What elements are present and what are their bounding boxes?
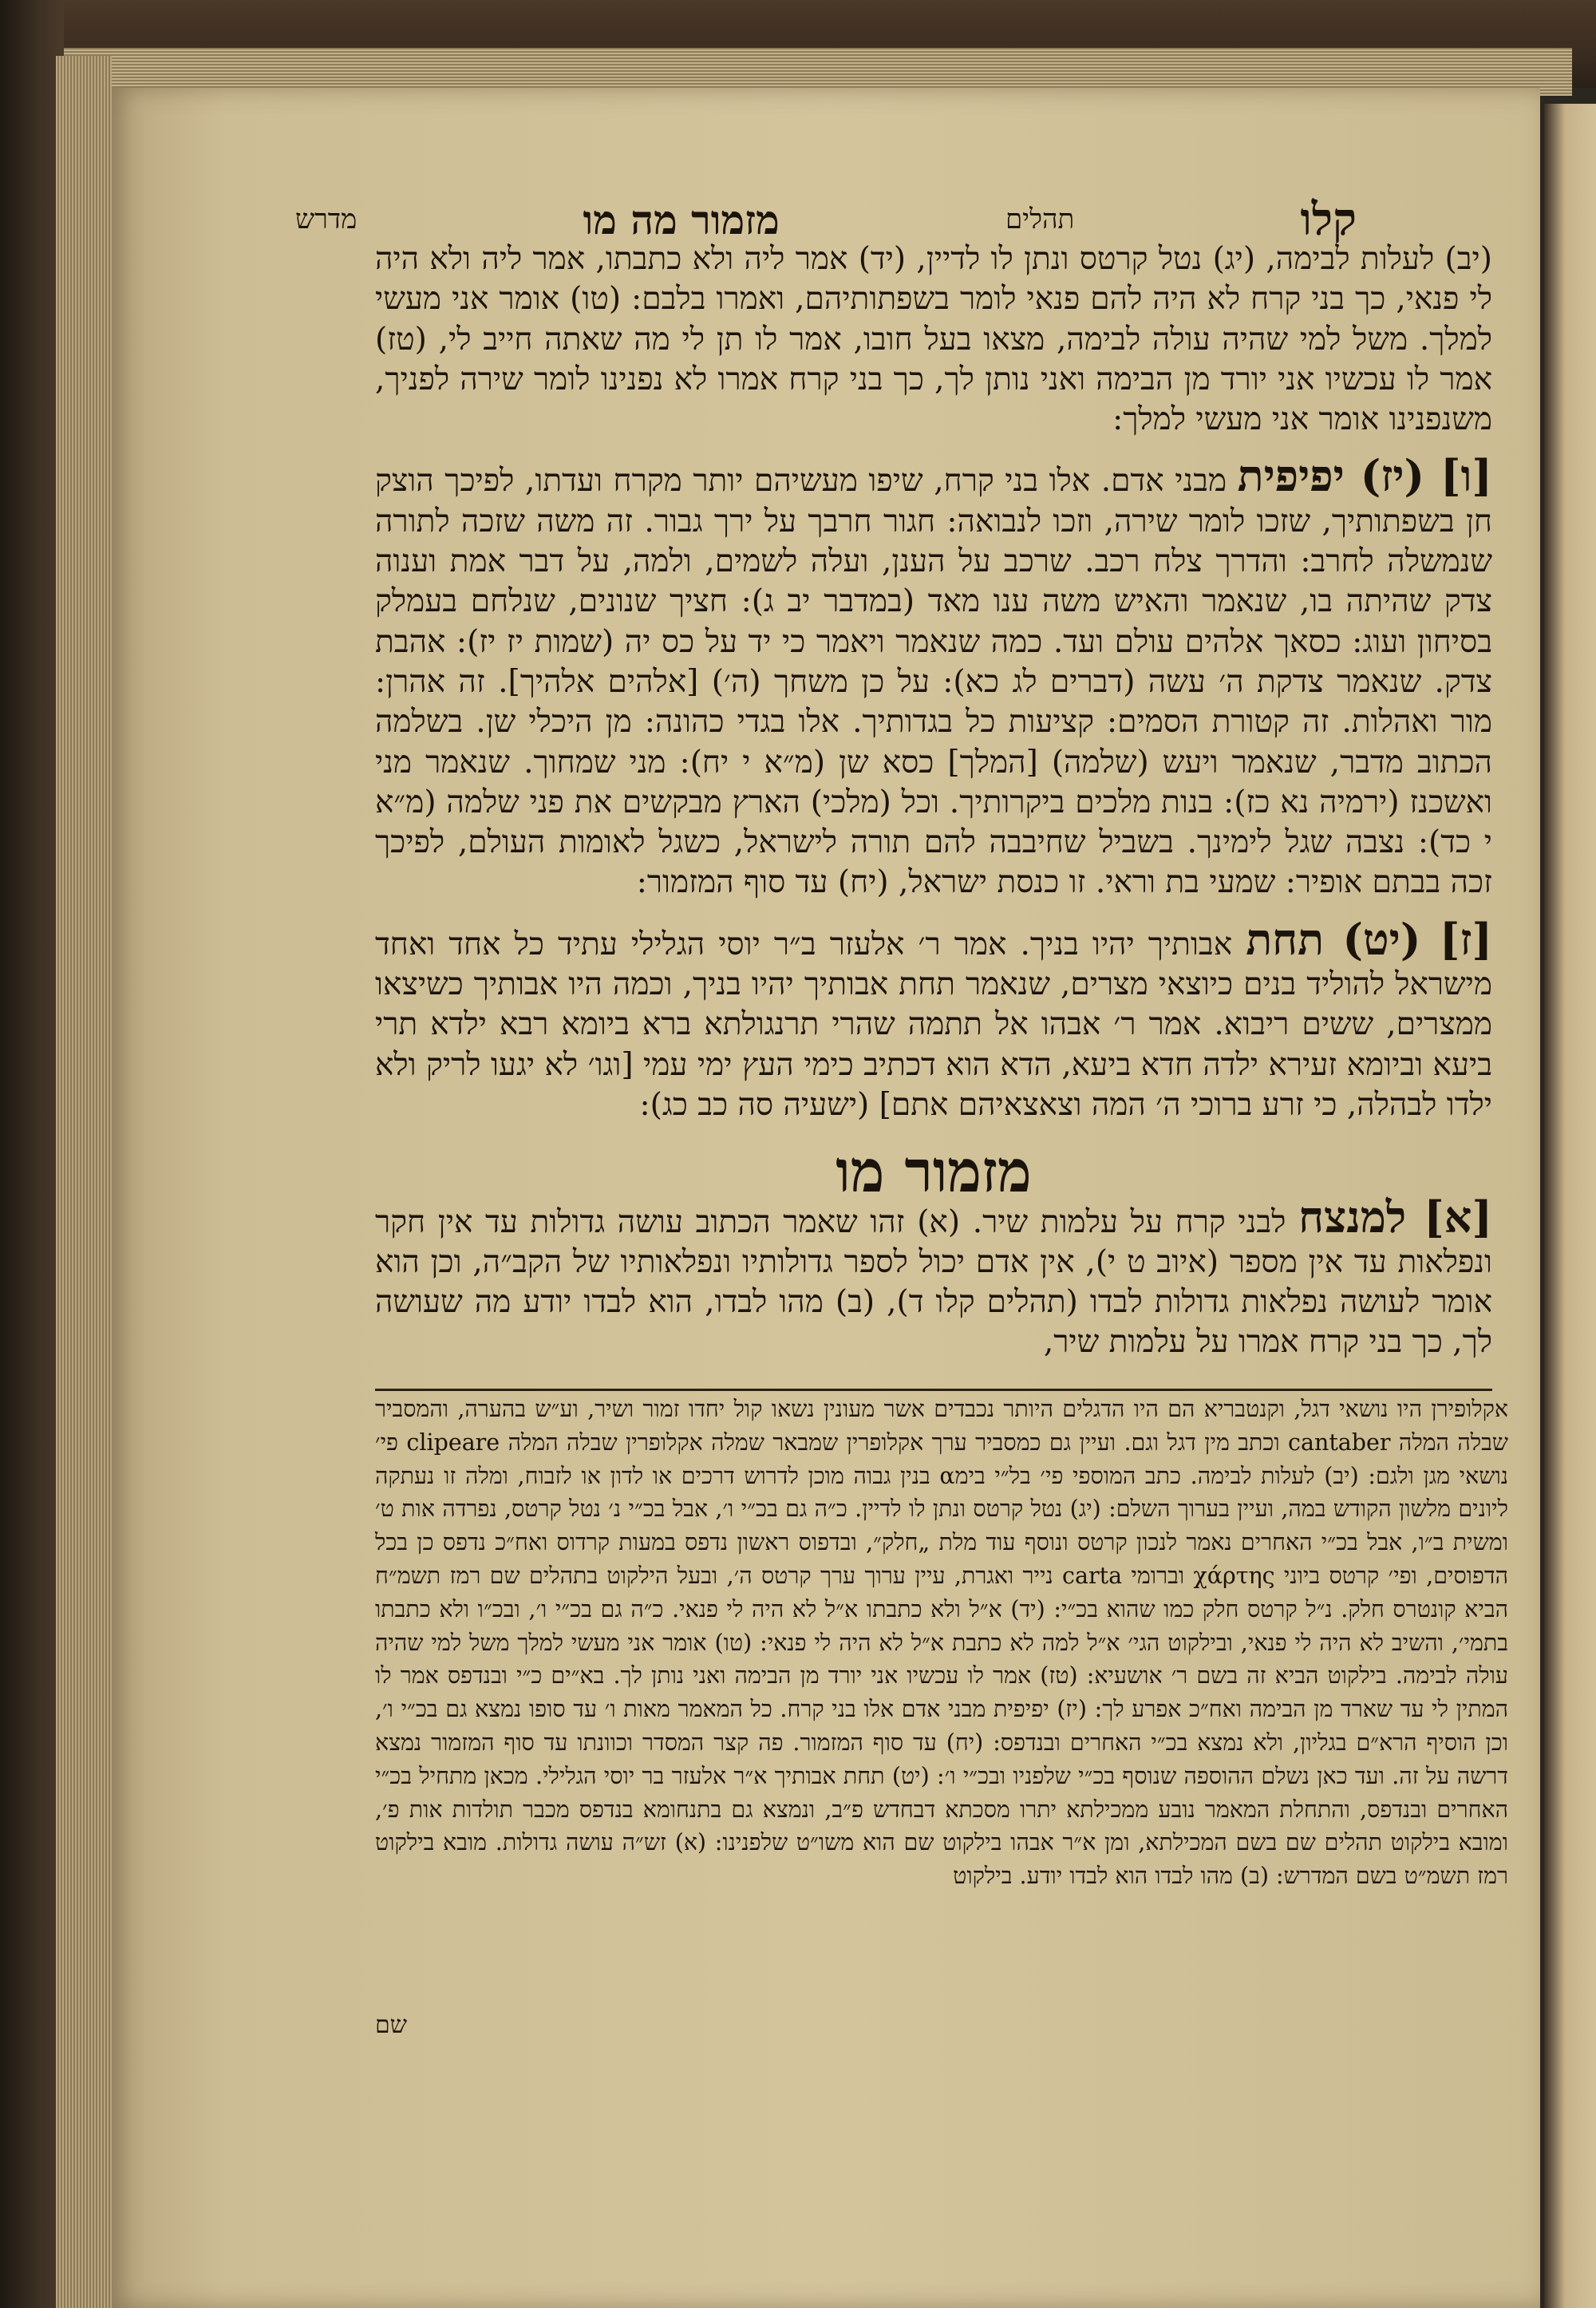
paragraph-3-body: אבותיך יהיו בניך. אמר ר׳ אלעזר ב״ר יוסי הגלילי עתיד כל אחד ואחד מישראל להוליד בנים כיוצאי מצרים, שנאמר תחת אבותיך יהיו בניך, וכמה היו אבותיך כשיצאו ממצרים, ששים ריבוא. אמר ר׳ אבהו אל תתמה שהרי תרנגולתא ברא ביומא רבא ילדא תרי ביעא וביומא זעירא ילדה חדא ביעא, הדא הוא דכתיב כימי העץ ימי עמי [וגו׳ לא יגעו לריק ולא ילדו לבהלה, כי זרע ברוכי ה׳ המה וצאצאיהם אתם] (ישעיה סה כב כג): — [375, 926, 1492, 1123]
header-book-name: תהלים — [1005, 204, 1075, 235]
page-edges-left — [56, 56, 112, 2308]
paragraph-1: (יב) לעלות לבימה, (יג) נטל קרטס ונתן לו לדיין, (יד) אמר ליה ולא כתבתו, אמר ליה ולא היה לי פנאי, כך בני קרח לא היה להם פנאי לומר בשפתותיהם, ואמרו בלבם: (טו) אומר אני מעשי למלך. משל למי שהיה עולה לבימה, מצאו בעל חובו, אמר לו תן לי מה שאתה חייב לי, (טז) אמר לו עכשיו אני יורד מן הבימה ואני נותן לך, כך בני קרח אמרו לא נפנינו לומר שירה לפניך, משנפנינו אומר אני מעשי למלך: — [375, 241, 1492, 438]
psalm-46-body: לבני קרח על עלמות שיר. (א) זהו שאמר הכתוב עושה גדולות עד אין חקר ונפלאות עד אין מספר (איוב ט י), אין אדם יכול לספר גדולותיו ונפלאותיו של הקב״ה, וכן הוא אומר לעושה נפלאות גדולות לבדו (תהלים קלו ד), (ב) מהו לבדו, הוא לבדו יודע מה שעושה לך, כך בני קרח אמרו על עלמות שיר, — [375, 1204, 1492, 1360]
footnotes: אקלופירן היו נושאי דגל, וקנטבריא הם היו הדגלים היותר נכבדים אשר מעונין נשאו קול יחדו זמור ושיר, וע״ש בהערה, והמסביר שבלה המלה cantaber וכתב מין דגל וגם. ועיין גם כמסביר ערך אקלופרין שמבאר שמלה אקלופרין שבלה המלה clipeare פי׳ נושאי מגן ולגם: (יב) לעלות לבימה. כתב המוספי פי׳ בל״י בימα בנין גבוה מוכן לדרוש דרכים או לדון או לזבוח, ומלה זו נעתקה ליונים מלשון הקודש במה, ועיין בערוך השלם: (יג) נטל קרטס ונתן לו לדיין. כ״ה גם בכ״י ו׳, אבל בכ״י נ׳ נטל קרטס, נפרדה אות ט׳ ומשית ב״ו, אבל בכ״י האחרים נאמר לנכון קרטס ונוסף עוד מלת „חלק״, ובדפוס ראשון נדפס במעות קרדוס ואח״כ נדפס כן בכל הדפוסים, ופי׳ קרטס ביוני χάρτης וברומי carta נייר ואגרת, עיין ערוך ערך קרטס ה׳, ובעל הילקוט בתהלים שם רמז תשמ״ח הביא קונטרס חלק. נ״ל קרטס חלק כמו שהוא בכ״י: (יד) א״ל ולא כתבתו א״ל לא היה לי פנאי. כ״ה גם בכ״י ו׳, ובכ״ו ולא כתבתו בתמי׳, והשיב לא היה לי פנאי, ובילקוט הגי׳ א״ל למה לא כתבת א״ל לא היה לי פנאי: (טו) אומר אני מעשי למלך משל למי שהיה עולה לבימה. בילקוט הביא זה בשם ר׳ אושעיא: (טז) אמר לו עכשיו אני יורד מן הבימה ואני נותן לך. בא״ים כ״י ובנדפס אמר לו המתין לי עד שארד מן הבימה ואח״כ אפרע לך: (יז) יפיפית מבני אדם אלו בני קרח. כל המאמר מאות ו׳ עד סופו נמצא גם בכ״י ו׳, וכן הוסיף הרא״ם בגליון, ולא נמצא בכ״י האחרים ובנדפס: (יח) עד סוף המזמור. פה קצר המסדר וכוונתו עד סוף המזמור נמצא דרשה על זה. ועד כאן נשלם ההוספה שנוסף בכ״י שלפניו ובכ״י ו׳: (יט) תחת אבותיך א״ר אלעזר בר יוסי הגלילי. מכאן מתחיל בכ״י האחרים ובנדפס, והתחלת המאמר נובע ממכילתא יתרו מסכתא דבחדש פ״ב, ונמצא גם בתנחומא בנדפס מכבר תולדות אות פ׳, ומובא בילקוט תהלים שם בשם המכילתא, ומן א״ר אבהו בילקוט שם הוא משו״ט שלפנינו: (א) זש״ה עושה גדולות. מובא בילקוט רמז תשמ״ט בשם המדרש: (ב) מהו לבדו הוא לבדו יודע. בילקוט — [375, 1396, 1508, 1890]
header-work-name: מדרש — [295, 204, 358, 235]
psalm-46-title: מזמור מו — [836, 1137, 1032, 1205]
facing-page-edge — [1544, 104, 1596, 2308]
page-number: קלו — [1300, 193, 1357, 246]
catchword: שם — [375, 2011, 407, 2039]
paragraph-2 — [375, 450, 1492, 903]
paragraph-2-lead: [ו] (יז) יפיפית — [1237, 450, 1492, 502]
psalm-46-commentary — [375, 1192, 1492, 1362]
footnote-divider — [375, 1389, 1492, 1391]
main-commentary — [375, 239, 1492, 1125]
paragraph-3 — [375, 913, 1492, 1125]
psalm-46-lead: [א] למנצח — [1298, 1192, 1492, 1243]
paragraph-3-lead: [ז] (יט) תחת — [1246, 913, 1492, 965]
book-spine — [0, 0, 64, 2308]
paragraph-2-body: מבני אדם. אלו בני קרח, שיפו מעשיהם יותר מקרח ועדתו, לפיכך הוצק חן בשפתותיך, שזכו לומר שירה, וזכו לנבואה: חגור חרבך על ירך גבור. זה משה שזכה לתורה שנמשלה לחרב: והדרך צלח רכב. שרכב על הענן, ועלה לשמים, ולמה, על דבר אמת וענוה צדק שהיתה בו, שנאמר והאיש משה ענו מאד (במדבר יב ג): חציך שנונים, שנלחם בעמלק בסיחון ועוג: כסאך אלהים עולם ועד. כמה שנאמר ויאמר כי יד על כס יה (שמות יז יז): אהבת צדק. שנאמר צדקת ה׳ עשה (דברים לג כא): על כן משחך (ה׳) [אלהים אלהיך]. זה אהרן: מור ואהלות. זה קטורת הסמים: קציעות כל בגדותיך. אלו בגדי כהונה: מן היכלי שן. בשלמה הכתוב מדבר, שנאמר ויעש (שלמה) [המלך] כסא שן (מ״א י יח): מני שמחוך. שנאמר מני ואשכנז (ירמיה נא כז): בנות מלכים ביקרותיך. וכל (מלכי) הארץ מבקשים את פני שלמה (מ״א י כד): נצבה שגל לימינך. בשביל שחיבבה להם תורה לישראל, כשגל לאומות העולם, לפיכך זכה בבתם אופיר: שמעי בת וראי. זו כנסת ישראל, (יח) עד סוף המזמור: — [375, 463, 1492, 901]
header-psalm-title: מזמור מה מו — [583, 196, 780, 243]
